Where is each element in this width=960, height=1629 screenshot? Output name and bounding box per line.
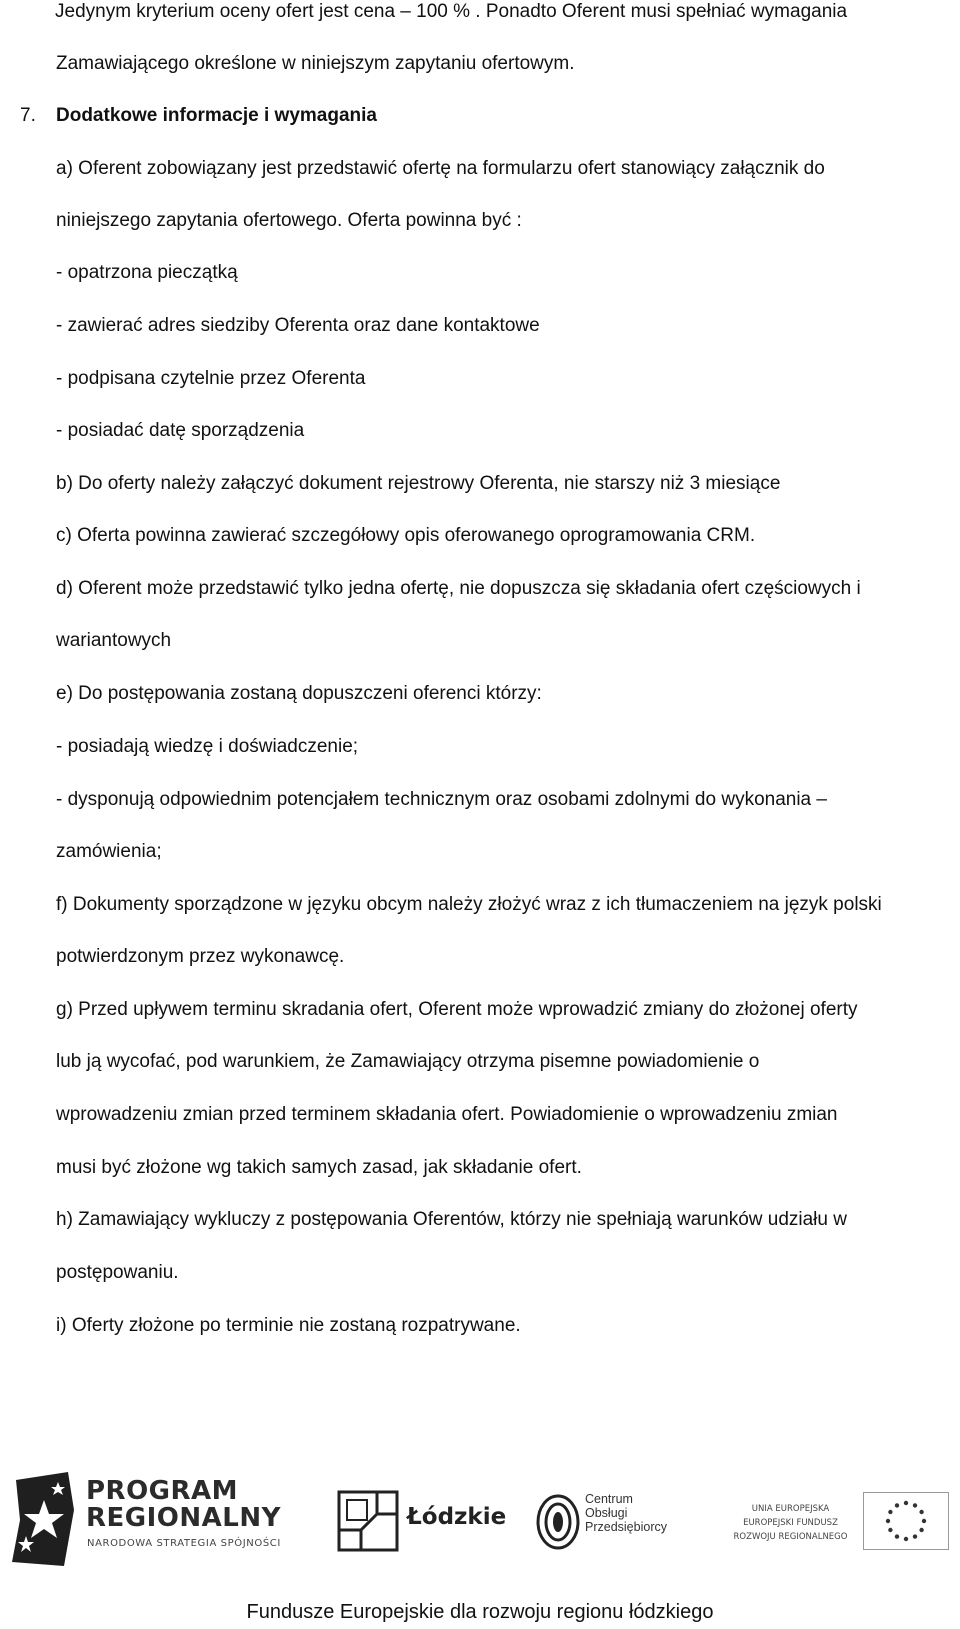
program-regionalny-wordmark: PROGRAM REGIONALNY	[86, 1476, 281, 1533]
body-line: - dysponują odpowiednim potencjałem technicznym oraz osobami zdolnymi do wykonania –	[56, 789, 827, 810]
lodzkie-logo	[337, 1490, 507, 1560]
intro-line-2: Zamawiającego określone w niniejszym zapytaniu ofertowym.	[56, 53, 575, 74]
centrum-obslugi-logo	[535, 1490, 685, 1560]
body-line: b) Do oferty należy załączyć dokument rejestrowy Oferenta, nie starszy niż 3 miesiące	[56, 473, 781, 494]
body-line: i) Oferty złożone po terminie nie zostaną rozpatrywane.	[56, 1315, 521, 1336]
body-line: potwierdzonym przez wykonawcę.	[56, 946, 345, 967]
body-line: d) Oferent może przedstawić tylko jedna ofertę, nie dopuszcza się składania ofert częściowych i	[56, 578, 861, 599]
body-line: - opatrzona pieczątką	[56, 262, 238, 283]
intro-line-1: Jedynym kryterium oceny ofert jest cena – 100 % . Ponadto Oferent musi spełniać wymagania	[55, 1, 848, 22]
program-regionalny-subtitle: NARODOWA STRATEGIA SPÓJNOŚCI	[87, 1538, 281, 1549]
body-line: - podpisana czytelnie przez Oferenta	[56, 368, 366, 389]
lodzkie-emblem-icon	[337, 1490, 399, 1552]
body-line: f) Dokumenty sporządzone w języku obcym należy złożyć wraz z ich tłumaczeniem na język polski	[56, 894, 882, 915]
eu-fund-logo	[728, 1492, 958, 1562]
body-line: lub ją wycofać, pod warunkiem, że Zamawiający otrzyma pisemne powiadomienie o	[56, 1051, 760, 1072]
eu-flag-icon	[863, 1492, 949, 1550]
body-line: a) Oferent zobowiązany jest przedstawić ofertę na formularzu ofert stanowiący załącznik do	[56, 158, 825, 179]
body-line: zamówienia;	[56, 841, 162, 862]
star-emblem-icon	[8, 1470, 80, 1570]
centrum-obslugi-wordmark: Centrum Obsługi Przedsiębiorcy	[585, 1492, 667, 1534]
body-line: niniejszego zapytania ofertowego. Oferta powinna być :	[56, 210, 522, 231]
body-line: c) Oferta powinna zawierać szczegółowy opis oferowanego oprogramowania CRM.	[56, 525, 756, 546]
body-line: - posiadają wiedzę i doświadczenie;	[56, 736, 359, 757]
body-line: h) Zamawiający wykluczy z postępowania Oferentów, którzy nie spełniają warunków udziału w	[56, 1209, 847, 1230]
body-line: - zawierać adres siedziby Oferenta oraz dane kontaktowe	[56, 315, 540, 336]
lodzkie-wordmark: Łódzkie	[407, 1504, 507, 1530]
program-regionalny-logo	[8, 1470, 298, 1570]
eu-fund-wordmark: UNIA EUROPEJSKA EUROPEJSKI FUNDUSZ ROZWOJU REGIONALNEGO	[733, 1504, 848, 1542]
footer-caption: Fundusze Europejskie dla rozwoju regionu łódzkiego	[246, 1601, 714, 1623]
section-title: Dodatkowe informacje i wymagania	[56, 105, 377, 126]
body-line: g) Przed upływem terminu skradania ofert, Oferent może wprowadzić zmiany do złożonej oferty	[56, 999, 858, 1020]
body-line: - posiadać datę sporządzenia	[56, 420, 305, 441]
body-line: e) Do postępowania zostaną dopuszczeni oferenci którzy:	[56, 683, 542, 704]
body-line: wprowadzeniu zmian przed terminem składania ofert. Powiadomienie o wprowadzeniu zmian	[56, 1104, 838, 1125]
body-line: wariantowych	[56, 630, 172, 651]
body-line: postępowaniu.	[56, 1262, 179, 1283]
section-number: 7.	[20, 105, 36, 126]
body-line: musi być złożone wg takich samych zasad, jak składanie ofert.	[56, 1157, 582, 1178]
cos-swirl-icon	[535, 1492, 581, 1552]
